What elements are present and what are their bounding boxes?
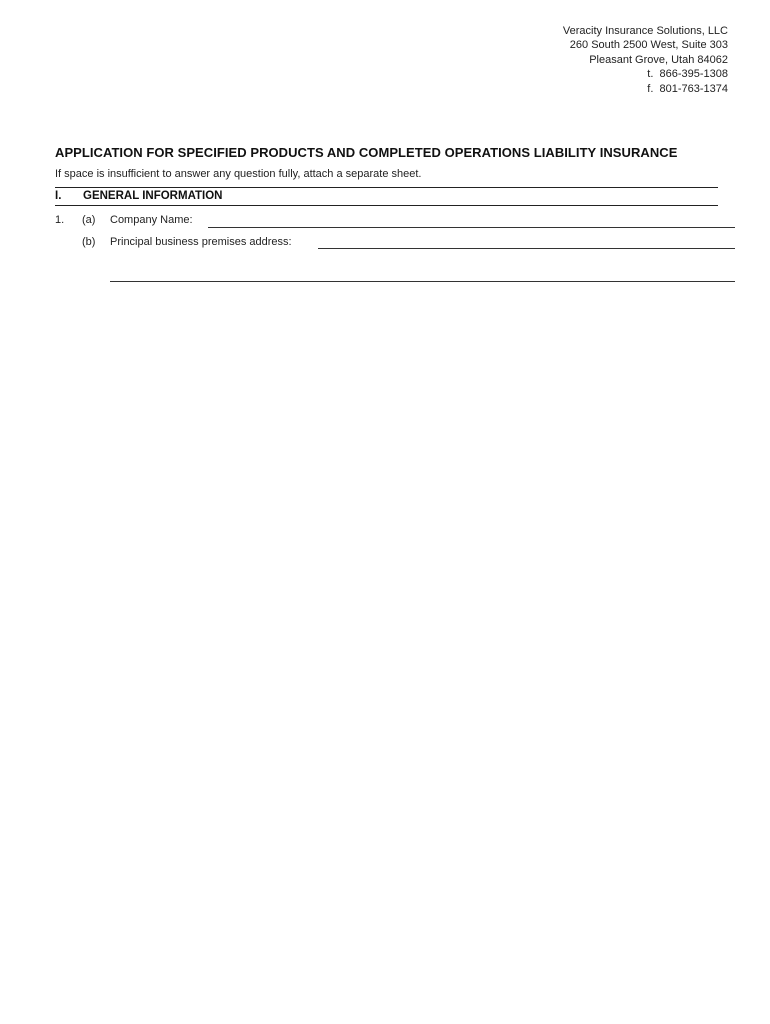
company-name-field[interactable] [208,227,735,228]
form-instruction: If space is insufficient to answer any question fully, attach a separate sheet. [55,168,422,180]
letterhead-phone: t. 866-395-1308 [647,68,728,81]
premises-address-label: Principal business premises address: [110,236,292,248]
question-number: 1. [55,214,65,226]
premises-address-field-line-2[interactable] [110,281,735,282]
letterhead-address-block [563,24,728,96]
company-name-label: Company Name: [110,214,193,226]
letterhead-fax: f. 801-763-1374 [647,82,728,95]
letterhead-street: 260 South 2500 West, Suite 303 [569,39,728,52]
section-rule-top [55,187,718,188]
section-rule-bottom [55,205,718,206]
section-heading [55,190,223,202]
section-title: GENERAL INFORMATION [83,190,223,202]
question-a-letter: (a) [82,214,96,226]
form-title: APPLICATION FOR SPECIFIED PRODUCTS AND COMPLETED OPERATIONS LIABILITY INSURANCE [55,145,678,160]
letterhead-city: Pleasant Grove, Utah 84062 [589,53,728,66]
letterhead-company: Veracity Insurance Solutions, LLC [562,25,728,37]
question-b-letter: (b) [82,236,96,248]
section-number: I. [55,190,62,202]
premises-address-field[interactable] [318,248,735,249]
